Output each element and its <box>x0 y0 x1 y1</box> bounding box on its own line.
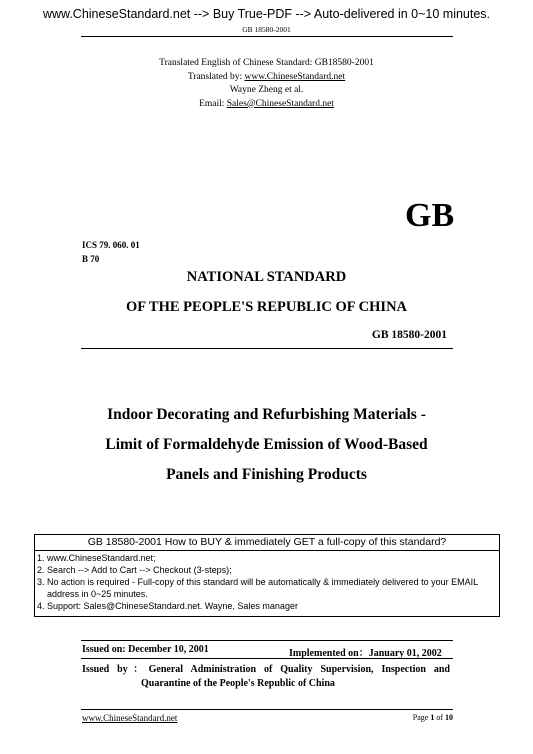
page-total: 10 <box>445 713 453 722</box>
purchase-step <box>37 552 499 564</box>
issued-by-line-2: Quarantine of the People's Republic of China <box>141 678 335 689</box>
footer-site-link[interactable]: www.ChineseStandard.net <box>82 713 178 723</box>
document-title-line-2: Limit of Formaldehyde Emission of Wood-Based <box>105 436 428 453</box>
issued-by-line-1: Issued by：General Administration of Quality Supervision, Inspection and <box>82 664 450 675</box>
step-text: No action is required - Full-copy of this standard will be automatically & immediately delivered to your EMAIL address in 0~25 minutes. <box>47 577 478 599</box>
header-standard-code: GB 18580-2001 <box>242 25 291 34</box>
step-number: 4. <box>37 601 45 611</box>
issued-on-date: Issued on: December 10, 2001 <box>82 644 209 655</box>
standard-number: GB 18580-2001 <box>371 329 447 341</box>
issued-by <box>82 663 450 691</box>
step-text: Search --> Add to Cart --> Checkout (3-steps); <box>47 565 232 575</box>
document-title-line-1: Indoor Decorating and Refurbishing Materials - <box>107 406 426 423</box>
ics-code: ICS 79. 060. 01 <box>82 240 140 250</box>
document-title-line-3: Panels and Finishing Products <box>166 466 367 483</box>
translator-name: Wayne Zheng et al. <box>229 85 304 96</box>
purchase-steps-list <box>35 551 499 612</box>
step-number: 1. <box>37 553 45 563</box>
purchase-step <box>37 564 499 576</box>
email-label: Email: <box>199 98 227 109</box>
gb-logo-mark: GB <box>405 197 455 234</box>
email-line <box>0 98 533 112</box>
issuance-divider <box>81 658 453 659</box>
translation-info <box>0 57 533 111</box>
purchase-step <box>37 576 499 600</box>
purchase-info-box <box>34 534 500 617</box>
footer-divider <box>81 709 453 710</box>
classification-codes <box>82 238 140 266</box>
page-indicator <box>413 713 453 722</box>
step-number: 2. <box>37 565 45 575</box>
email-link[interactable]: Sales@ChineseStandard.net <box>226 98 334 109</box>
translation-line: Translated English of Chinese Standard: GB18580-2001 <box>159 58 374 68</box>
purchase-box-heading: GB 18580-2001 How to BUY & immediately GET a full-copy of this standard? <box>35 535 499 551</box>
document-title <box>0 400 533 490</box>
step-text: Support: Sales@ChineseStandard.net. Wayne, Sales manager <box>47 601 298 611</box>
translated-by-label: Translated by: <box>187 71 245 82</box>
step-text: www.ChineseStandard.net; <box>47 553 156 563</box>
ccs-code: B 70 <box>82 254 100 264</box>
standard-title-line-1: NATIONAL STANDARD <box>186 269 347 285</box>
standard-title-line-2: OF THE PEOPLE'S REPUBLIC OF CHINA <box>125 299 408 315</box>
step-number: 3. <box>37 577 45 587</box>
translated-by-line <box>0 71 533 85</box>
issuance-top-divider <box>81 640 453 641</box>
implemented-on-date: Implemented on：January 01, 2002 <box>289 648 442 659</box>
header-divider <box>81 36 453 37</box>
top-banner: www.ChineseStandard.net --> Buy True-PDF --> Auto-delivered in 0~10 minutes. <box>42 7 491 21</box>
page-of: of <box>434 713 445 722</box>
translator-site-link[interactable]: www.ChineseStandard.net <box>244 71 346 82</box>
purchase-step <box>37 600 499 612</box>
page-prefix: Page <box>412 713 431 722</box>
title-divider <box>81 348 453 349</box>
page-current: 1 <box>430 713 435 722</box>
